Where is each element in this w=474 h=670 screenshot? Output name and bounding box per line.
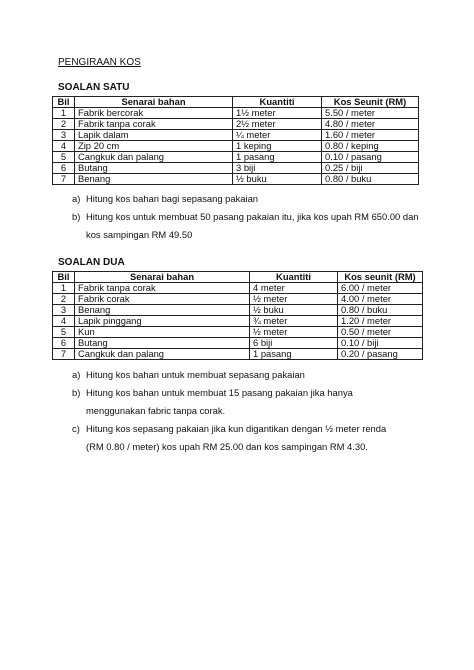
cell-bil: 3 [53, 305, 75, 316]
cell-bahan: Cangkuk dan palang [75, 152, 233, 163]
cell-kuantiti: 3 biji [233, 163, 322, 174]
cell-kos: 0.25 / biji [322, 163, 419, 174]
cell-bahan: Lapik dalam [75, 130, 233, 141]
cell-kos: 0.10 / biji [338, 338, 423, 349]
cell-kos: 0.80 / keping [322, 141, 419, 152]
cell-kuantiti: 1 keping [233, 141, 322, 152]
table-row [53, 174, 419, 185]
cell-kuantiti: 2½ meter [233, 119, 322, 130]
cell-bil: 5 [53, 327, 75, 338]
cell-bil: 7 [53, 349, 75, 360]
question-item [72, 190, 424, 208]
question-letter: c) [72, 423, 80, 434]
table-row [53, 163, 419, 174]
cell-kuantiti: 1 pasang [250, 349, 338, 360]
table-row [53, 327, 423, 338]
cell-bahan: Butang [75, 163, 233, 174]
table-row [53, 283, 423, 294]
question-list-soalan-dua [72, 366, 394, 456]
column-header-kos-seunit: Kos Seunit (RM) [322, 97, 419, 108]
cell-bahan: Lapik pinggang [75, 316, 250, 327]
table-row [53, 119, 419, 130]
question-item [72, 420, 394, 456]
column-header-bil: Bil [53, 272, 75, 283]
column-header-senarai-bahan: Senarai bahan [75, 272, 250, 283]
cell-bahan: Butang [75, 338, 250, 349]
cost-table-soalan-dua [52, 271, 423, 360]
cell-bahan: Fabrik tanpa corak [75, 283, 250, 294]
question-text: Hitung kos bahan untuk membuat 15 pasang pakaian jika hanya menggunakan fabric tanpa corak. [86, 387, 353, 416]
cell-bahan: Kun [75, 327, 250, 338]
table-row [53, 349, 423, 360]
table-row [53, 152, 419, 163]
cell-bil: 1 [53, 108, 75, 119]
cell-kuantiti: 1½ meter [233, 108, 322, 119]
question-text: Hitung kos sepasang pakaian jika kun digantikan dengan ½ meter renda (RM 0.80 / meter) kos upah RM 25.00 dan kos sampingan RM 4.30. [86, 423, 387, 452]
question-list-soalan-satu [72, 190, 424, 244]
table-header-row [53, 97, 419, 108]
cell-bil: 2 [53, 294, 75, 305]
cell-bil: 2 [53, 119, 75, 130]
question-item [72, 208, 424, 244]
table-row [53, 338, 423, 349]
cell-kos: 4.80 / meter [322, 119, 419, 130]
page-title: PENGIRAAN KOS [58, 57, 141, 68]
cell-bil: 6 [53, 163, 75, 174]
cell-kos: 0.80 / buku [322, 174, 419, 185]
column-header-kuantiti: Kuantiti [250, 272, 338, 283]
table-row [53, 130, 419, 141]
cell-bahan: Fabrik bercorak [75, 108, 233, 119]
cell-kuantiti: ½ meter [250, 327, 338, 338]
cell-kos: 4.00 / meter [338, 294, 423, 305]
cell-bahan: Benang [75, 174, 233, 185]
cell-kuantiti: ½ buku [233, 174, 322, 185]
cell-bahan: Fabrik tanpa corak [75, 119, 233, 130]
cell-bahan: Zip 20 cm [75, 141, 233, 152]
cell-kos: 0.10 / pasang [322, 152, 419, 163]
cell-bahan: Cangkuk dan palang [75, 349, 250, 360]
table-row [53, 294, 423, 305]
cell-kos: 1.20 / meter [338, 316, 423, 327]
cell-kuantiti: 4 meter [250, 283, 338, 294]
cell-bahan: Benang [75, 305, 250, 316]
table-row [53, 305, 423, 316]
cell-kos: 1.60 / meter [322, 130, 419, 141]
cell-kuantiti: 1 pasang [233, 152, 322, 163]
cell-kos: 6.00 / meter [338, 283, 423, 294]
section-heading-soalan-satu: SOALAN SATU [58, 82, 130, 93]
table-row [53, 108, 419, 119]
cell-kuantiti: ¼ meter [233, 130, 322, 141]
question-item [72, 384, 394, 420]
question-text: Hitung kos bahan bagi sepasang pakaian [86, 193, 259, 204]
cell-kos: 0.80 / buku [338, 305, 423, 316]
cell-bil: 6 [53, 338, 75, 349]
question-text: Hitung kos bahan untuk membuat sepasang pakaian [86, 369, 305, 380]
table-row [53, 141, 419, 152]
cell-bil: 4 [53, 141, 75, 152]
column-header-kuantiti: Kuantiti [233, 97, 322, 108]
column-header-senarai-bahan: Senarai bahan [75, 97, 233, 108]
question-letter: b) [72, 387, 81, 398]
question-text: Hitung kos untuk membuat 50 pasang pakaian itu, jika kos upah RM 650.00 dan kos sampingan RM 49.50 [86, 211, 419, 240]
cell-bil: 7 [53, 174, 75, 185]
table-header-row [53, 272, 423, 283]
question-item [72, 366, 394, 384]
cell-kuantiti: ½ buku [250, 305, 338, 316]
question-letter: b) [72, 211, 81, 222]
cell-kuantiti: 6 biji [250, 338, 338, 349]
cell-kos: 5.50 / meter [322, 108, 419, 119]
cell-bil: 5 [53, 152, 75, 163]
question-letter: a) [72, 369, 81, 380]
cell-bil: 4 [53, 316, 75, 327]
table-row [53, 316, 423, 327]
cell-kos: 0.20 / pasang [338, 349, 423, 360]
cell-bil: 1 [53, 283, 75, 294]
cell-kuantiti: ½ meter [250, 294, 338, 305]
cost-table-soalan-satu [52, 96, 419, 185]
question-letter: a) [72, 193, 81, 204]
cell-kuantiti: ¾ meter [250, 316, 338, 327]
column-header-bil: Bil [53, 97, 75, 108]
cell-bil: 3 [53, 130, 75, 141]
cell-bahan: Fabrik corak [75, 294, 250, 305]
section-heading-soalan-dua: SOALAN DUA [58, 257, 125, 268]
cell-kos: 0.50 / meter [338, 327, 423, 338]
column-header-kos-seunit: Kos seunit (RM) [338, 272, 423, 283]
